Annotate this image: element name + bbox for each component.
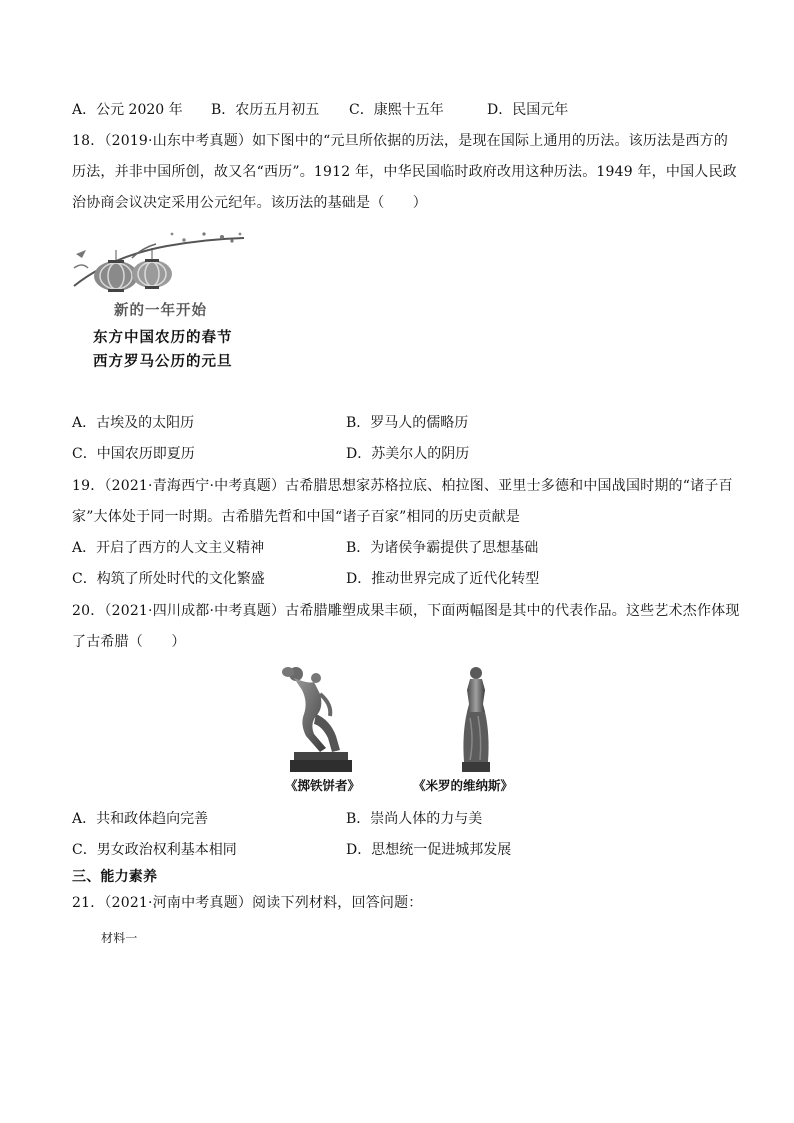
discus-thrower-statue-image bbox=[280, 664, 356, 774]
q19-option-b[interactable]: B．为诸侯争霸提供了思想基础 bbox=[346, 540, 539, 556]
q20-option-c[interactable]: C．男女政治权利基本相同 bbox=[72, 842, 237, 858]
figure-caption-spring-festival: 东方中国农历的春节 bbox=[93, 329, 233, 346]
q21-stem-line1: 21．（2021·河南中考真题）阅读下列材料，回答问题： bbox=[72, 895, 423, 911]
venus-de-milo-caption: 《米罗的维纳斯》 bbox=[413, 778, 514, 793]
q19-option-d[interactable]: D．推动世界完成了近代化转型 bbox=[346, 571, 540, 587]
q18-option-c[interactable]: C．中国农历即夏历 bbox=[72, 446, 195, 462]
q20-stem-line1: 20．（2021·四川成都·中考真题）古希腊雕塑成果丰硕，下面两幅图是其中的代表作品。这些艺术杰作体现 bbox=[72, 603, 740, 619]
q18-option-a[interactable]: A．古埃及的太阳历 bbox=[72, 415, 195, 431]
q17-option-a[interactable]: A．公元 2020 年 bbox=[72, 102, 183, 118]
q20-option-a[interactable]: A．共和政体趋向完善 bbox=[72, 811, 209, 827]
lantern-illustration bbox=[72, 228, 248, 296]
q20-stem-line2: 了古希腊（ ） bbox=[72, 634, 186, 650]
q17-option-d[interactable]: D．民国元年 bbox=[487, 102, 569, 118]
section-title: 三、能力素养 bbox=[72, 869, 158, 885]
q17-option-b[interactable]: B．农历五月初五 bbox=[211, 102, 320, 118]
q20-option-d[interactable]: D．思想统一促进城邦发展 bbox=[346, 842, 512, 858]
discus-thrower-caption: 《掷铁饼者》 bbox=[285, 778, 361, 793]
figure-caption-new-years-day: 西方罗马公历的元旦 bbox=[93, 353, 233, 370]
q19-stem-line2: 家”大体处于同一时期。古希腊先哲和中国“诸子百家”相同的历史贡献是 bbox=[72, 509, 521, 525]
figure-caption-new-year: 新的一年开始 bbox=[114, 302, 207, 319]
q19-option-c[interactable]: C．构筑了所处时代的文化繁盛 bbox=[72, 571, 265, 587]
q18-option-b[interactable]: B．罗马人的儒略历 bbox=[346, 415, 469, 431]
q20-option-b[interactable]: B．崇尚人体的力与美 bbox=[346, 811, 483, 827]
q19-option-a[interactable]: A．开启了西方的人文主义精神 bbox=[72, 540, 265, 556]
venus-de-milo-statue-image bbox=[456, 664, 496, 774]
q18-stem-line2: 历法，并非中国所创，故又名“西历”。1912 年，中华民国临时政府改用这种历法。1949 年，中国人民政 bbox=[72, 164, 737, 180]
q19-stem-line1: 19．（2021·青海西宁·中考真题）古希腊思想家苏格拉底、柏拉图、亚里士多德和中国战国时期的“诸子百 bbox=[72, 478, 733, 494]
q17-option-c[interactable]: C．康熙十五年 bbox=[349, 102, 444, 118]
q18-option-d[interactable]: D．苏美尔人的阴历 bbox=[346, 446, 470, 462]
q21-material-label: 材料一 bbox=[101, 931, 138, 945]
q18-stem-line1: 18．（2019·山东中考真题）如下图中的“元旦所依据的历法，是现在国际上通用的历法。该历法是西方的 bbox=[72, 133, 729, 149]
q18-stem-line3: 治协商会议决定采用公元纪年。该历法的基础是（ ） bbox=[72, 195, 427, 211]
